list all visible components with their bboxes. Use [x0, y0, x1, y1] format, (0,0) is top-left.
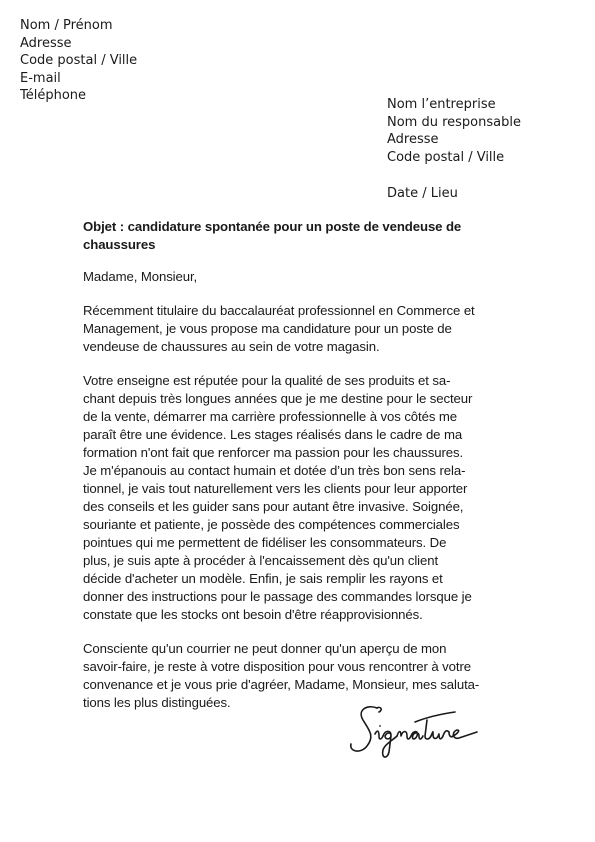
paragraph-line: tionnel, je vais tout naturellement vers les clients pour leur apporter — [83, 481, 468, 496]
recipient-manager: Nom du responsable — [387, 114, 521, 130]
date-place: Date / Lieu — [387, 186, 458, 201]
signature-image — [345, 700, 495, 770]
paragraph-line: constate que les stocks ont besoin d'être réapprovisionnés. — [83, 607, 423, 622]
paragraph-line: Votre enseigne est réputée pour la qualité de ses produits et sa- — [83, 373, 451, 388]
paragraph-line: souriante et patiente, je possède des compétences commerciales — [83, 517, 460, 532]
sender-address: Adresse — [20, 35, 72, 51]
paragraph-motivation — [83, 372, 523, 624]
sender-name: Nom / Prénom — [20, 18, 113, 33]
paragraph-line: Management, je vous propose ma candidature pour un poste de — [83, 321, 452, 336]
paragraph-line: paraît être une évidence. Les stages réalisés dans le cadre de ma — [83, 427, 463, 442]
paragraph-line: chant depuis très longues années que je me destine pour le secteur — [83, 391, 473, 406]
paragraph-line: vendeuse de chaussures au sein de votre magasin. — [83, 339, 380, 354]
recipient-postcode-city: Code postal / Ville — [387, 149, 505, 165]
paragraph-line: formation n'ont fait que renforcer ma passion pour les chaussures. — [83, 445, 464, 460]
paragraph-line: des conseils et les guider sans pour autant être invasive. Soignée, — [83, 499, 464, 514]
salutation: Madame, Monsieur, — [83, 269, 198, 284]
sender-phone: Téléphone — [20, 88, 87, 103]
recipient-block — [387, 96, 521, 166]
paragraph-line: convenance et je vous prie d'agréer, Madame, Monsieur, mes saluta- — [83, 677, 480, 692]
paragraph-line: décide d'acheter un modèle. Enfin, je sais remplir les rayons et — [83, 571, 443, 586]
paragraph-line: Récemment titulaire du baccalauréat professionnel en Commerce et — [83, 303, 475, 318]
paragraph-line: savoir-faire, je reste à votre disposition pour vous rencontrer à votre — [83, 659, 471, 674]
paragraph-line: pointues qui me permettent de fidéliser les consommateurs. De — [83, 535, 447, 550]
recipient-address: Adresse — [387, 132, 439, 147]
recipient-company: Nom l’entreprise — [387, 97, 496, 112]
sender-postcode-city: Code postal / Ville — [20, 53, 138, 68]
sender-email: E-mail — [20, 70, 61, 86]
paragraph-line: Consciente qu'un courrier ne peut donner qu'un aperçu de mon — [83, 641, 447, 656]
subject-line-1: Objet : candidature spontanée pour un poste de vendeuse de — [83, 219, 462, 234]
sender-block — [20, 17, 137, 105]
paragraph-line: Je m'épanouis au contact humain et dotée d’un très bon sens rela- — [83, 463, 466, 478]
paragraph-intro — [83, 302, 523, 356]
paragraph-line: de la vente, démarrer ma carrière professionnelle à vos côtés me — [83, 409, 458, 424]
letter-body — [83, 218, 523, 728]
paragraph-line: tions les plus distinguées. — [83, 695, 231, 710]
paragraph-line: plus, je suis apte à procéder à l'encaissement dès qu'un client — [83, 553, 439, 568]
paragraph-line: donner des instructions pour le passage des commandes lorsque je — [83, 589, 472, 604]
subject-line-2: chaussures — [83, 237, 156, 252]
subject-line — [83, 218, 523, 254]
